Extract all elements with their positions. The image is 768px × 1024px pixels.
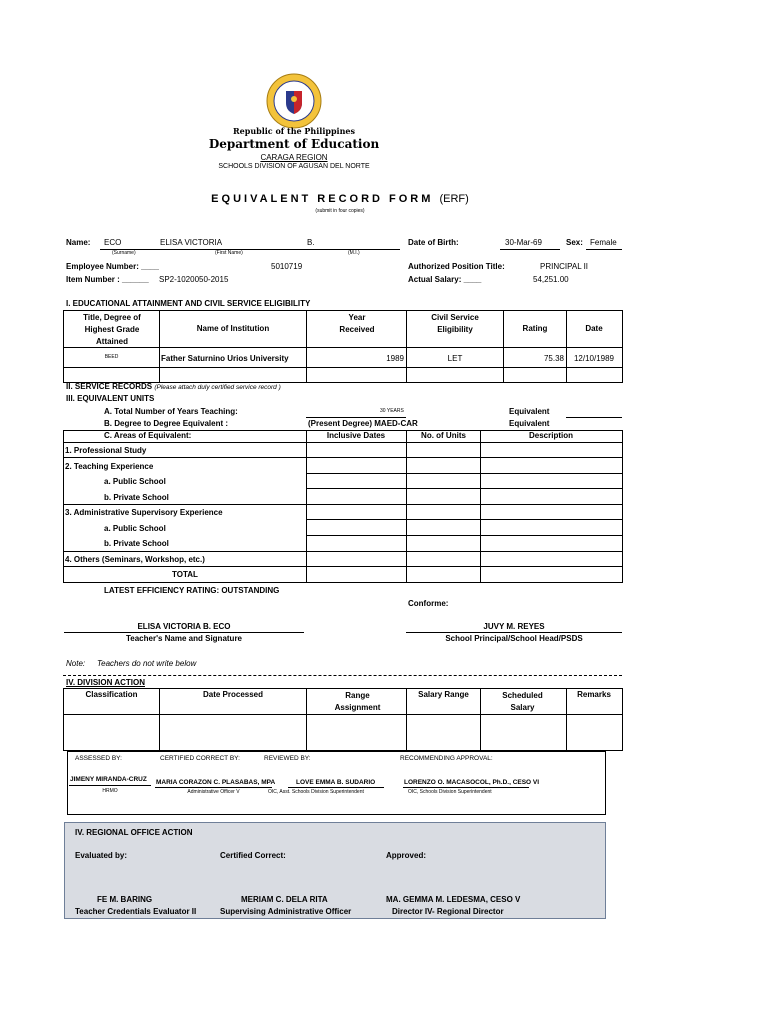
areas-row-line-6 [306,519,622,520]
edu-year-value: 1989 [386,354,404,363]
evaluated-by-label: Evaluated by: [75,851,128,860]
department-name: Department of Education [208,137,380,151]
edu-row-line-2 [63,367,622,368]
section1-heading: I. EDUCATIONAL ATTAINMENT AND CIVIL SERVICE ELIGIBILITY [66,299,311,308]
dob-label: Date of Birth: [408,238,459,247]
surname-caption: (Surname) [112,250,136,256]
employee-number-value: 5010719 [271,262,303,271]
teacher-signature-line [64,632,304,633]
teacher-name: ELISA VICTORIA B. ECO [137,622,231,631]
edu-date-value: 12/10/1989 [573,354,615,363]
row-teaching-public: a. Public School [104,477,166,486]
areas-row-line-2 [63,457,622,458]
employee-number-label: Employee Number: ____ [66,262,159,271]
position-label: Authorized Position Title: [408,262,505,271]
header-title-degree: Title, Degree of Highest Grade Attained [83,313,141,346]
areas-row-line-9 [63,566,622,567]
header-institution: Name of Institution [196,324,270,333]
division-col-line-4 [480,688,481,750]
row-others: 4. Others (Seminars, Workshop, etc.) [65,555,205,564]
header-salary-range: Salary Range [418,690,469,699]
regional-sig2-title: Supervising Administrative Officer [220,907,352,916]
sig3-title: OIC, Asst. Schools Division Superintendent [268,789,364,795]
areas-row-line-4 [306,488,622,489]
sig3-name: LOVE EMMA B. SUDARIO [296,779,376,786]
areas-col-line-1 [306,430,307,582]
areas-row-line-7 [306,535,622,536]
row-teaching-experience: 2. Teaching Experience [65,462,154,471]
school-head-name: JUVY M. REYES [483,622,545,631]
sig1-name: JIMENY MIRANDA-CRUZ [70,776,147,783]
header-rating: Rating [522,324,548,333]
areas-col-line-2 [406,430,407,582]
row-admin-public: a. Public School [104,524,166,533]
total-years-value: 30 YEARS [380,408,404,414]
sig3-line [288,787,384,788]
regional-sig1-title: Teacher Credentials Evaluator II [75,907,197,916]
areas-row-line-5 [63,504,622,505]
degree-equivalent-value: (Present Degree) MAED-CAR [308,419,418,428]
name-label: Name: [66,238,91,247]
header-range-assignment: Range Assignment [334,691,381,712]
deped-seal [266,73,322,129]
mi-value: B. [307,238,315,247]
sig4-title: OIC, Schools Division Superintendent [408,789,492,795]
row-professional-study: 1. Professional Study [65,446,147,455]
header-description: Description [528,431,573,440]
equivalent-label-1: Equivalent [509,407,550,416]
section2-note: (Please attach duly certified service record ) [154,384,281,391]
total-years-underline [306,417,406,418]
teacher-caption: Teacher's Name and Signature [125,634,242,643]
edu-col-line-5 [566,310,567,382]
form-abbr: (ERF) [439,193,469,205]
areas-row-line-1 [63,442,622,443]
sig1-title: HRMO [102,788,118,794]
total-years-label: A. Total Number of Years Teaching: [104,407,238,416]
form-title-text: EQUIVALENT RECORD FORM [211,193,434,205]
degree-equivalent-label: B. Degree to Degree Equivalent : [104,419,229,428]
division-action-heading: IV. DIVISION ACTION [66,678,145,687]
certified-correct-label: CERTIFIED CORRECT BY: [160,755,240,762]
row-admin-experience: 3. Administrative Supervisory Experience [65,508,223,517]
equivalent-label-2: Equivalent [509,419,550,428]
salary-value: 54,251.00 [533,275,569,284]
division-name: SCHOOLS DIVISION OF AGUSAN DEL NORTE [218,163,370,170]
row-teaching-private: b. Private School [104,493,169,502]
edu-civil-value: LET [447,354,463,363]
dob-underline [500,249,560,250]
edu-rating-value: 75.38 [543,354,564,363]
edu-col-line-2 [306,310,307,382]
mi-caption: (M.I.) [348,250,360,256]
regional-sig3-name: MA. GEMMA M. LEDESMA, CESO V [386,895,521,904]
efficiency-rating: LATEST EFFICIENCY RATING: OUTSTANDING [104,586,280,595]
republic-text: Republic of the Philippines [232,126,355,136]
header-date: Date [585,324,603,333]
header-remarks: Remarks [577,690,611,699]
edu-col-line-4 [503,310,504,382]
division-col-line-2 [306,688,307,750]
item-number-label: Item Number : ______ [66,275,149,284]
header-year: Year Received [339,313,375,334]
region-name: CARAGA REGION [260,153,328,162]
first-name-value: ELISA VICTORIA [160,238,223,247]
form-title [180,193,500,205]
section2-heading [66,382,281,391]
row-total: TOTAL [172,570,198,579]
section2-title: II. SERVICE RECORDS [66,382,153,391]
school-head-caption: School Principal/School Head/PSDS [445,634,583,643]
header-scheduled-salary: Scheduled Salary [502,691,543,712]
position-value: PRINCIPAL II [540,262,589,271]
salary-label: Actual Salary: ____ [408,275,482,284]
sig4-line [403,787,529,788]
note-text: Teachers do not write below [97,659,197,668]
areas-col-line-3 [480,430,481,582]
header-no-units: No. of Units [421,431,466,440]
areas-row-line-3 [306,473,622,474]
sex-label: Sex: [566,238,583,247]
row-admin-private: b. Private School [104,539,169,548]
sig2-title: Administrative Officer V [187,789,240,795]
equivalent-underline-1 [566,417,622,418]
section3-heading: III. EQUIVALENT UNITS [66,394,155,403]
sex-underline [586,249,622,250]
conforme-label: Conforme: [408,599,449,608]
sig4-name: LORENZO O. MACASOCOL, Ph.D., CESO VI [404,779,540,786]
sig2-line [155,787,272,788]
header-inclusive-dates: Inclusive Dates [326,431,386,440]
edu-institution-value: Father Saturnino Urios University [161,354,289,363]
regional-sig3-title: Director IV- Regional Director [392,907,504,916]
regional-certified-label: Certified Correct: [220,851,286,860]
school-head-signature-line [406,632,622,633]
regional-sig2-name: MERIAM C. DELA RITA [241,895,328,904]
recommending-approval-label: RECOMMENDING APPROVAL: [400,755,493,762]
dob-value: 30-Mar-69 [505,238,542,247]
edu-col-line-1 [159,310,160,382]
approved-label: Approved: [386,851,426,860]
edu-title-value: BEED [104,354,119,360]
edu-col-line-3 [406,310,407,382]
regional-sig1-name: FE M. BARING [97,895,153,904]
dashed-separator [63,675,622,676]
form-subtitle: (submit in four copies) [315,208,365,214]
areas-label: C. Areas of Equivalent: [104,431,192,440]
areas-row-line-8 [63,551,622,552]
sig1-line [69,785,151,786]
assessed-by-label: ASSESSED BY: [75,755,122,762]
header-date-processed: Date Processed [202,690,264,699]
header-classification: Classification [85,690,138,699]
sex-value: Female [590,238,617,247]
regional-heading: IV. REGIONAL OFFICE ACTION [75,828,193,837]
sig2-name: MARIA CORAZON C. PLASABAS, MPA [156,779,276,786]
division-header-line [63,714,622,715]
item-number-value: SP2-1020050-2015 [159,275,229,284]
note-label: Note: [66,659,86,668]
header-civil-service: Civil Service Eligibility [431,313,479,334]
reviewed-by-label: REVIEWED BY: [264,755,311,762]
first-name-caption: (First Name) [215,250,243,256]
surname-value: ECO [104,238,122,247]
